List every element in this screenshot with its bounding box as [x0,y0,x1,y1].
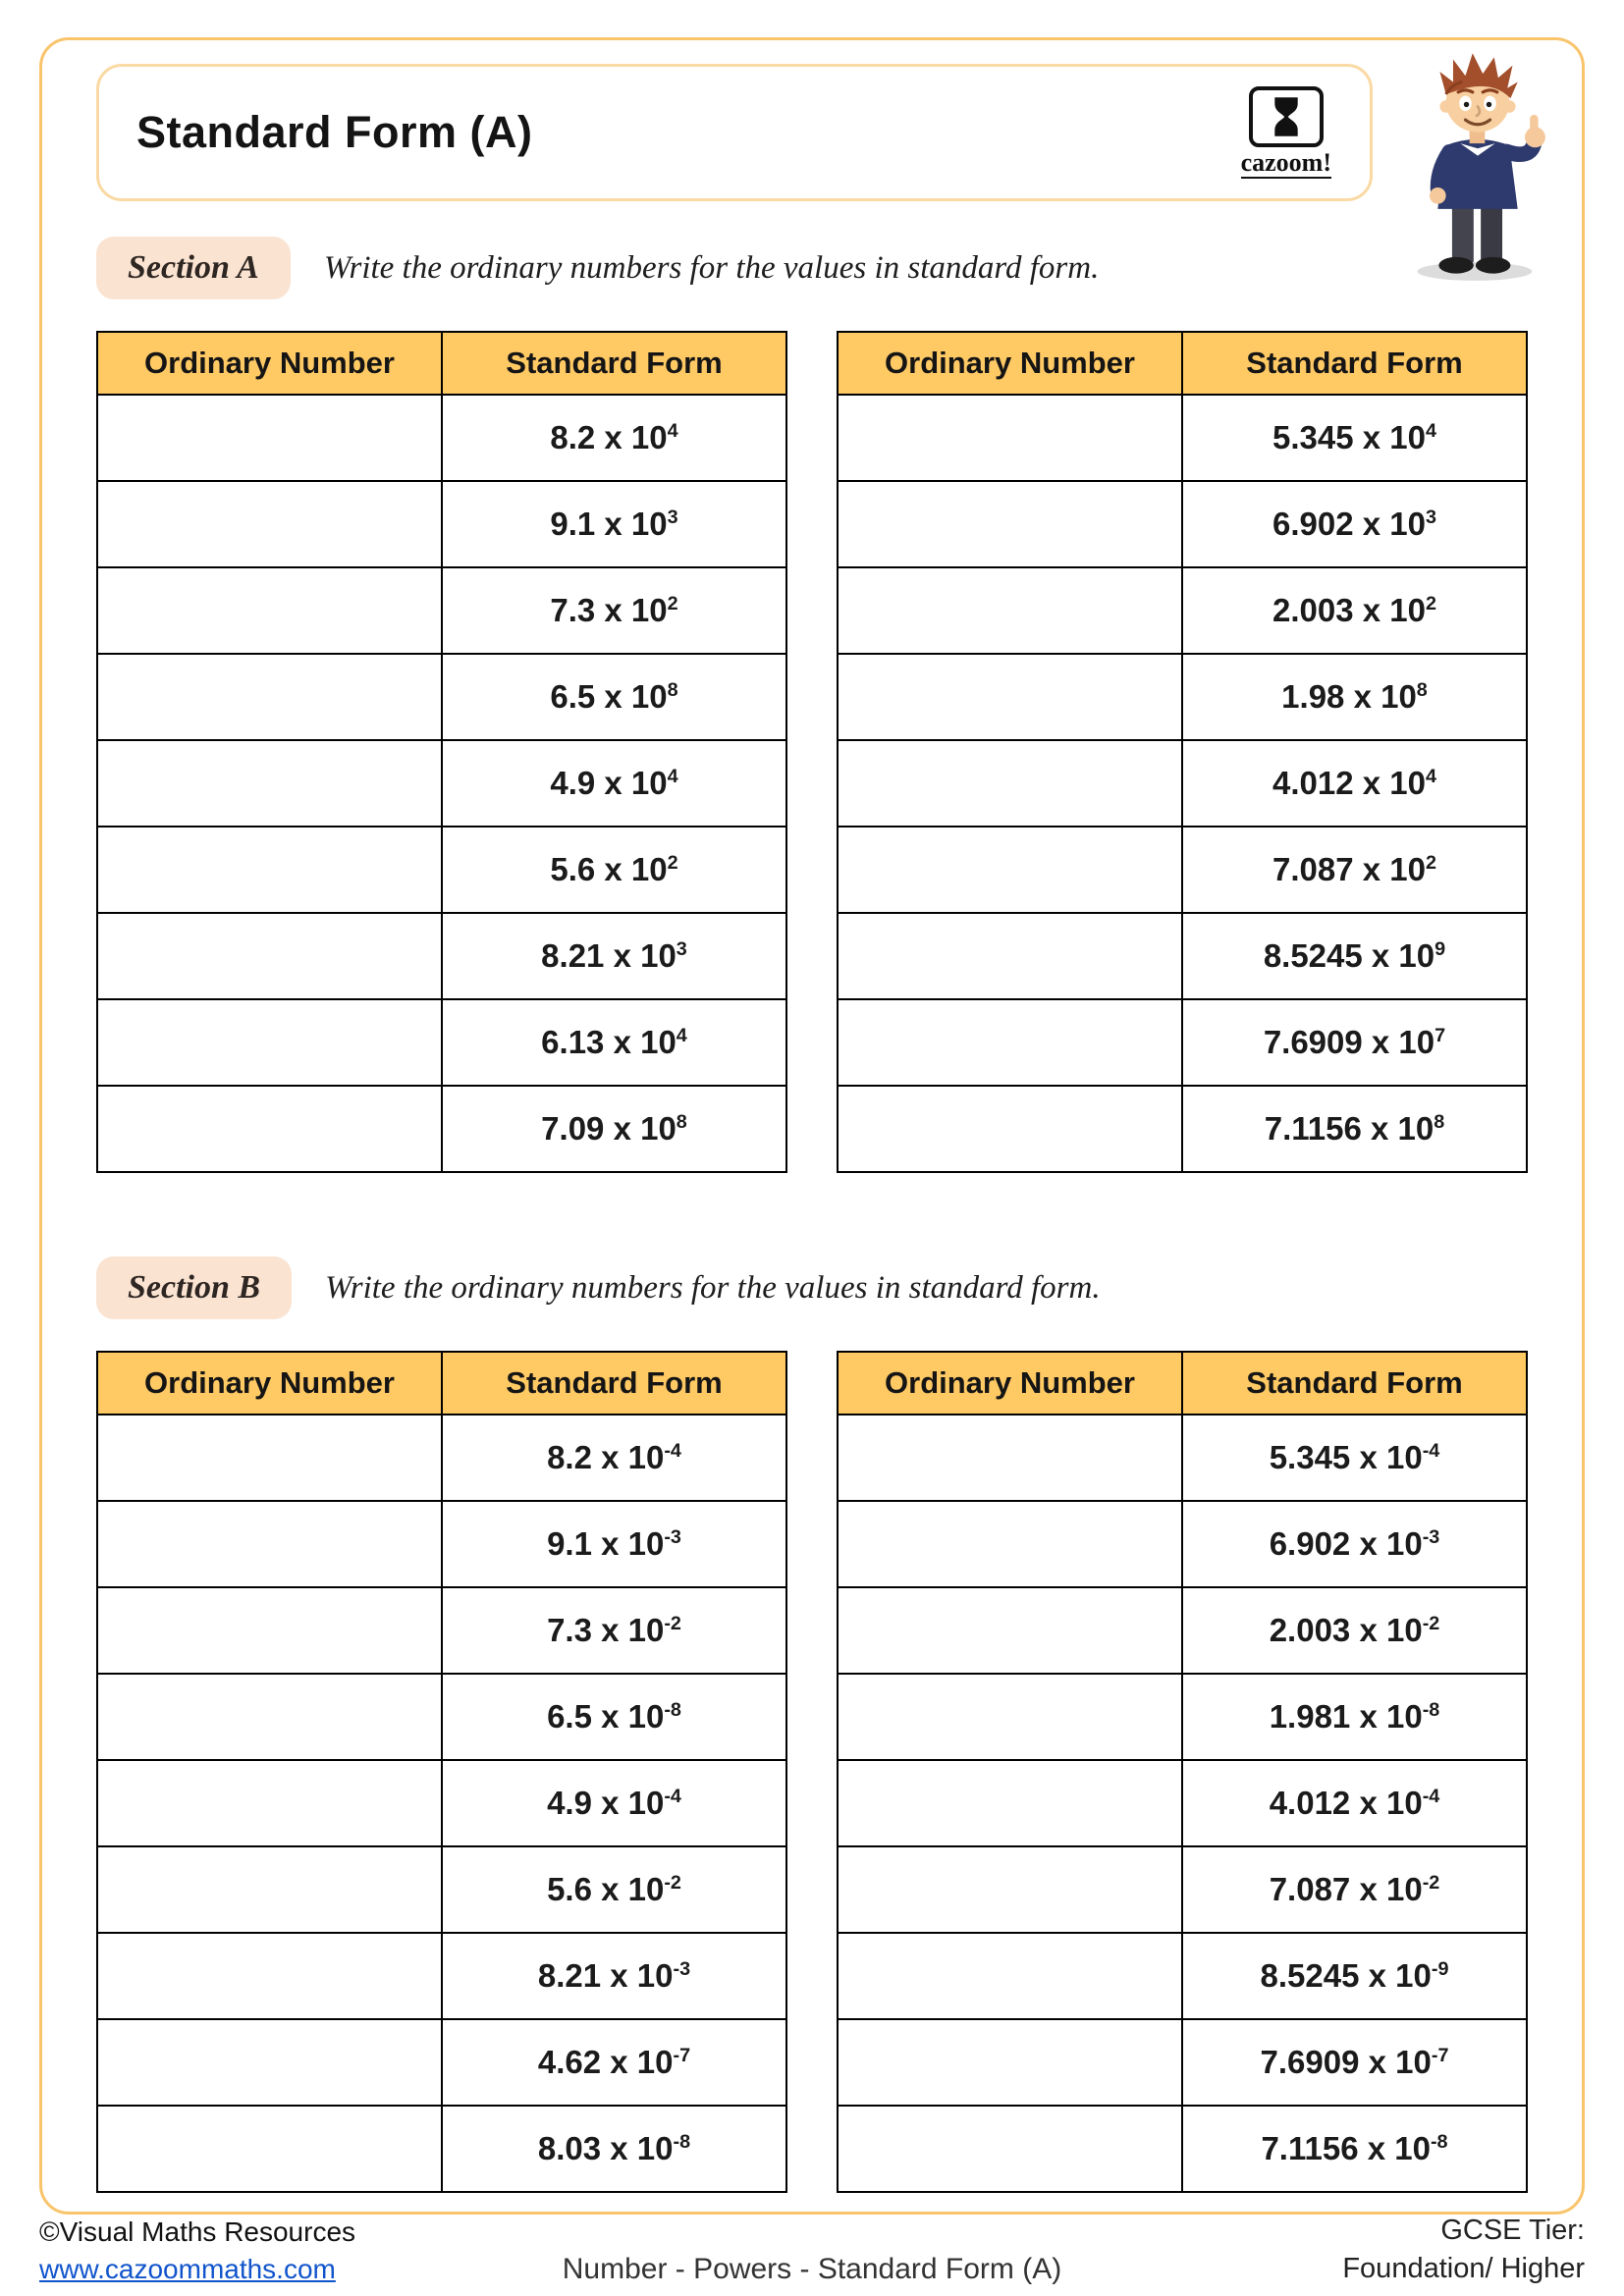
worksheet-row [838,1415,1527,1501]
ordinary-number-answer-cell [838,1933,1182,2019]
ordinary-number-answer-cell [838,1760,1182,1846]
worksheet-row [838,654,1527,740]
cazoom-logo-text: cazoom! [1241,149,1331,180]
standard-form-value: 6.902 x $10^{-3}$ [1182,1501,1527,1587]
standard-form-value: 6.13 x $10^4$ [442,999,786,1086]
column-header-ordinary-number: Ordinary Number [838,1352,1182,1415]
worksheet-row [97,567,786,654]
column-header-standard-form: Standard Form [442,1352,786,1415]
worksheet-row [97,395,786,481]
standard-form-value: 7.1156 x $10^8$ [1182,1086,1527,1172]
copyright-text: ©Visual Maths Resources [39,2216,356,2248]
worksheet-row [97,1674,786,1760]
standard-form-value: 2.003 x $10^2$ [1182,567,1527,654]
column-header-standard-form: Standard Form [1182,332,1527,395]
ordinary-number-answer-cell [97,2106,442,2192]
standard-form-value: 7.09 x $10^8$ [442,1086,786,1172]
standard-form-value: 8.21 x $10^{-3}$ [442,1933,786,2019]
ordinary-number-answer-cell [97,567,442,654]
worksheet-row [838,567,1527,654]
worksheet-row [838,1846,1527,1933]
hourglass-icon [1249,86,1324,147]
section-b-table-left [96,1351,787,2193]
section-a-label: Section A [96,237,291,299]
standard-form-value: 5.345 x $10^4$ [1182,395,1527,481]
standard-form-value: 7.087 x $10^2$ [1182,827,1527,913]
worksheet-row [838,1760,1527,1846]
ordinary-number-answer-cell [97,827,442,913]
column-header-ordinary-number: Ordinary Number [97,1352,442,1415]
column-header-ordinary-number: Ordinary Number [838,332,1182,395]
worksheet-row [97,1587,786,1674]
worksheet-row [838,999,1527,1086]
gcse-tier-info [1342,2212,1585,2288]
ordinary-number-answer-cell [97,1086,442,1172]
worksheet-row [97,1086,786,1172]
standard-form-value: 9.1 x $10^{-3}$ [442,1501,786,1587]
section-a-instruction: Write the ordinary numbers for the values in standard form. [323,249,1100,286]
worksheet-row [838,740,1527,827]
standard-form-value: 8.2 x $10^4$ [442,395,786,481]
section-a-table-right [837,331,1528,1173]
ordinary-number-answer-cell [838,2106,1182,2192]
ordinary-number-answer-cell [838,1501,1182,1587]
standard-form-value: 8.5245 x $10^{-9}$ [1182,1933,1527,2019]
standard-form-value: 4.012 x $10^4$ [1182,740,1527,827]
ordinary-number-answer-cell [838,1587,1182,1674]
ordinary-number-answer-cell [838,913,1182,999]
standard-form-value: 7.3 x $10^{-2}$ [442,1587,786,1674]
section-a-table-left [96,331,787,1173]
standard-form-value: 8.03 x $10^{-8}$ [442,2106,786,2192]
worksheet-row [97,740,786,827]
worksheet-row [97,1501,786,1587]
standard-form-value: 8.21 x $10^3$ [442,913,786,999]
worksheet-border-frame [39,37,1585,2215]
standard-form-value: 8.2 x $10^{-4}$ [442,1415,786,1501]
ordinary-number-answer-cell [838,1674,1182,1760]
ordinary-number-answer-cell [838,999,1182,1086]
ordinary-number-answer-cell [97,740,442,827]
ordinary-number-answer-cell [97,1501,442,1587]
worksheet-row [838,1587,1527,1674]
worksheet-row [97,481,786,567]
cazoommaths-link[interactable]: www.cazoommaths.com [39,2254,336,2285]
standard-form-value: 9.1 x $10^3$ [442,481,786,567]
worksheet-row [97,654,786,740]
standard-form-value: 6.5 x $10^{-8}$ [442,1674,786,1760]
ordinary-number-answer-cell [838,1415,1182,1501]
standard-form-value: 5.6 x $10^{-2}$ [442,1846,786,1933]
standard-form-value: 6.5 x $10^8$ [442,654,786,740]
standard-form-value: 2.003 x $10^{-2}$ [1182,1587,1527,1674]
standard-form-value: 5.345 x $10^{-4}$ [1182,1415,1527,1501]
worksheet-row [97,913,786,999]
column-header-standard-form: Standard Form [1182,1352,1527,1415]
standard-form-value: 7.3 x $10^2$ [442,567,786,654]
ordinary-number-answer-cell [97,654,442,740]
ordinary-number-answer-cell [97,999,442,1086]
worksheet-row [838,1674,1527,1760]
ordinary-number-answer-cell [97,1415,442,1501]
ordinary-number-answer-cell [838,481,1182,567]
ordinary-number-answer-cell [838,740,1182,827]
ordinary-number-answer-cell [97,1674,442,1760]
section-a [96,237,1528,1173]
page-title: Standard Form (A) [136,107,533,157]
ordinary-number-answer-cell [97,913,442,999]
ordinary-number-answer-cell [838,2019,1182,2106]
worksheet-row [97,2106,786,2192]
standard-form-value: 7.1156 x $10^{-8}$ [1182,2106,1527,2192]
standard-form-value: 7.6909 x $10^7$ [1182,999,1527,1086]
section-b-label: Section B [96,1256,292,1319]
standard-form-value: 1.98 x $10^8$ [1182,654,1527,740]
worksheet-row [97,1760,786,1846]
worksheet-row [97,1846,786,1933]
standard-form-value: 7.6909 x $10^{-7}$ [1182,2019,1527,2106]
ordinary-number-answer-cell [838,654,1182,740]
gcse-tier-value: Foundation/ Higher [1342,2252,1585,2284]
worksheet-row [838,395,1527,481]
worksheet-row [838,2019,1527,2106]
ordinary-number-answer-cell [838,567,1182,654]
ordinary-number-answer-cell [97,395,442,481]
ordinary-number-answer-cell [838,395,1182,481]
title-box [96,64,1373,201]
ordinary-number-answer-cell [838,827,1182,913]
worksheet-row [838,2106,1527,2192]
standard-form-value: 4.9 x $10^4$ [442,740,786,827]
standard-form-value: 1.981 x $10^{-8}$ [1182,1674,1527,1760]
section-b-table-right [837,1351,1528,2193]
standard-form-value: 8.5245 x $10^9$ [1182,913,1527,999]
worksheet-row [838,1086,1527,1172]
standard-form-value: 5.6 x $10^2$ [442,827,786,913]
standard-form-value: 7.087 x $10^{-2}$ [1182,1846,1527,1933]
standard-form-value: 6.902 x $10^3$ [1182,481,1527,567]
worksheet-row [838,1501,1527,1587]
page-footer [39,2212,1585,2288]
worksheet-row [838,1933,1527,2019]
standard-form-value: 4.012 x $10^{-4}$ [1182,1760,1527,1846]
ordinary-number-answer-cell [97,2019,442,2106]
worksheet-row [97,827,786,913]
column-header-standard-form: Standard Form [442,332,786,395]
ordinary-number-answer-cell [97,1587,442,1674]
ordinary-number-answer-cell [97,1760,442,1846]
standard-form-value: 4.62 x $10^{-7}$ [442,2019,786,2106]
worksheet-reference: Number - Powers - Standard Form (A) [562,2253,1062,2285]
worksheet-row [838,913,1527,999]
gcse-tier-label: GCSE Tier: [1440,2214,1585,2246]
ordinary-number-answer-cell [838,1846,1182,1933]
worksheet-row [838,827,1527,913]
cazoom-logo [1241,86,1331,180]
standard-form-value: 4.9 x $10^{-4}$ [442,1760,786,1846]
worksheet-row [97,1933,786,2019]
worksheet-row [97,1415,786,1501]
mascot-boy-thumbs-up-illustration [1390,47,1565,283]
ordinary-number-answer-cell [97,1846,442,1933]
section-b [96,1256,1528,2193]
ordinary-number-answer-cell [838,1086,1182,1172]
ordinary-number-answer-cell [97,1933,442,2019]
worksheet-row [97,2019,786,2106]
section-b-instruction: Write the ordinary numbers for the values in standard form. [325,1269,1101,1306]
worksheet-row [97,999,786,1086]
worksheet-row [838,481,1527,567]
ordinary-number-answer-cell [97,481,442,567]
column-header-ordinary-number: Ordinary Number [97,332,442,395]
